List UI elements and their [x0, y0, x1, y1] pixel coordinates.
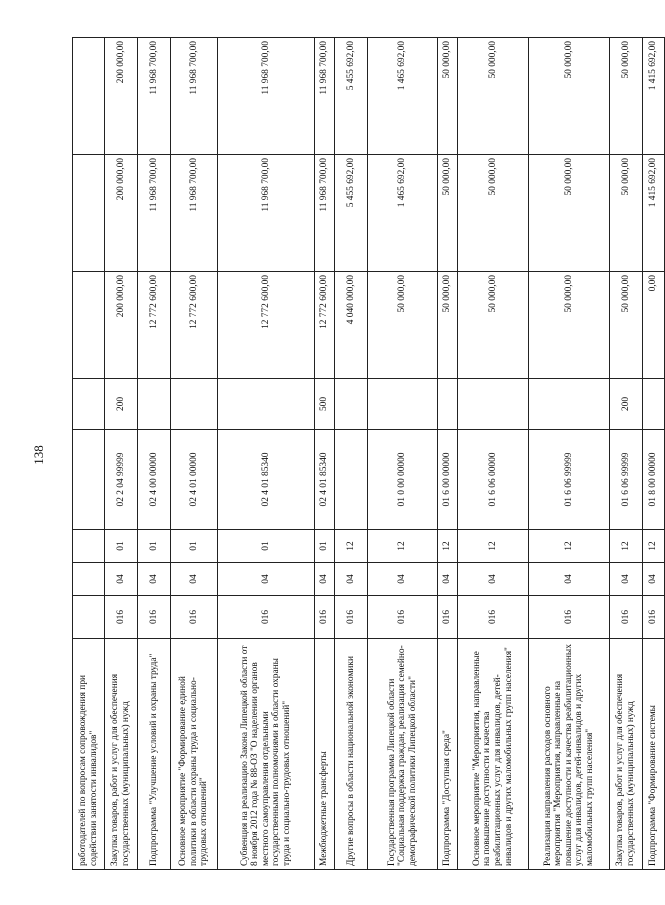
amount-year1-cell: 12 772 600,00 — [138, 272, 171, 379]
ministry-code-cell: 016 — [171, 596, 218, 639]
amount-year2-cell: 11 968 700,00 — [315, 155, 335, 272]
amount-year1-cell: 50 000,00 — [368, 272, 438, 379]
row-name-cell: Государственная программа Липецкой области "Социальная поддержка граждан, реализация семейно-демографической политики Липецкой области" — [368, 639, 438, 870]
amount-year2-cell: 200 000,00 — [105, 155, 138, 272]
ministry-code-cell: 016 — [218, 596, 315, 639]
amount-year1-cell: 50 000,00 — [529, 272, 610, 379]
target-article-cell: 01 0 00 00000 — [368, 430, 438, 530]
target-article-cell: 01 6 06 00000 — [458, 430, 529, 530]
amount-year2-cell: 50 000,00 — [610, 155, 643, 272]
ministry-code-cell: 016 — [438, 596, 458, 639]
ministry-code-cell: 016 — [315, 596, 335, 639]
amount-year1-cell: 12 772 600,00 — [315, 272, 335, 379]
target-article-cell: 01 6 06 99999 — [529, 430, 610, 530]
amount-year3-cell: 50 000,00 — [458, 38, 529, 155]
section-code-cell: 04 — [218, 563, 315, 596]
amount-year1-cell: 200 000,00 — [105, 272, 138, 379]
subsection-code-cell: 12 — [529, 530, 610, 563]
subsection-code-cell: 12 — [458, 530, 529, 563]
expense-type-cell — [458, 379, 529, 430]
amount-year2-cell: 1 415 692,00 — [643, 155, 665, 272]
table-row — [643, 38, 665, 870]
amount-year1-cell: 4 040 000,00 — [335, 272, 368, 379]
section-code-cell: 04 — [105, 563, 138, 596]
row-name-cell: работодателей по вопросам сопровождения при содействии занятости инвалидов" — [73, 639, 105, 870]
expense-type-cell — [171, 379, 218, 430]
ministry-code-cell: 016 — [458, 596, 529, 639]
section-code-cell: 04 — [458, 563, 529, 596]
amount-year3-cell: 11 968 700,00 — [315, 38, 335, 155]
amount-year2-cell: 5 455 692,00 — [335, 155, 368, 272]
target-article-cell: 01 6 06 99999 — [610, 430, 643, 530]
section-code-cell: 04 — [335, 563, 368, 596]
page-number: 138 — [31, 445, 46, 465]
ministry-code-cell: 016 — [643, 596, 665, 639]
table-row — [138, 38, 171, 870]
row-name-cell: Закупка товаров, работ и услуг для обеспечения государственных (муниципальных) нужд — [610, 639, 643, 870]
row-name-cell: Подпрограмма "Доступная среда" — [438, 639, 458, 870]
amount-year2-cell: 50 000,00 — [458, 155, 529, 272]
budget-table — [72, 37, 665, 870]
table-row — [171, 38, 218, 870]
target-article-cell: 02 4 01 85340 — [315, 430, 335, 530]
expense-type-cell: 200 — [610, 379, 643, 430]
amount-year2-cell — [73, 155, 105, 272]
subsection-code-cell: 12 — [335, 530, 368, 563]
section-code-cell — [73, 563, 105, 596]
amount-year3-cell: 5 455 692,00 — [335, 38, 368, 155]
ministry-code-cell: 016 — [105, 596, 138, 639]
table-row — [335, 38, 368, 870]
table-row — [458, 38, 529, 870]
table-body — [73, 38, 665, 870]
expense-type-cell — [218, 379, 315, 430]
amount-year3-cell: 11 968 700,00 — [138, 38, 171, 155]
table-row — [438, 38, 458, 870]
amount-year2-cell: 1 465 692,00 — [368, 155, 438, 272]
table-row — [610, 38, 643, 870]
subsection-code-cell: 12 — [438, 530, 458, 563]
target-article-cell: 02 4 01 85340 — [218, 430, 315, 530]
amount-year3-cell — [73, 38, 105, 155]
target-article-cell — [335, 430, 368, 530]
amount-year2-cell: 11 968 700,00 — [218, 155, 315, 272]
amount-year1-cell: 12 772 600,00 — [171, 272, 218, 379]
section-code-cell: 04 — [529, 563, 610, 596]
section-code-cell: 04 — [138, 563, 171, 596]
expense-type-cell — [438, 379, 458, 430]
expense-type-cell: 500 — [315, 379, 335, 430]
amount-year3-cell: 50 000,00 — [438, 38, 458, 155]
section-code-cell: 04 — [438, 563, 458, 596]
ministry-code-cell: 016 — [529, 596, 610, 639]
amount-year3-cell: 50 000,00 — [529, 38, 610, 155]
amount-year1-cell: 50 000,00 — [458, 272, 529, 379]
amount-year3-cell: 1 415 692,00 — [643, 38, 665, 155]
subsection-code-cell: 01 — [218, 530, 315, 563]
section-code-cell: 04 — [368, 563, 438, 596]
expense-type-cell — [138, 379, 171, 430]
amount-year3-cell: 11 968 700,00 — [171, 38, 218, 155]
amount-year3-cell: 50 000,00 — [610, 38, 643, 155]
row-name-cell: Реализация направления расходов основного мероприятия "Мероприятия, направленные на повышение доступности и качества реабилитационных услуг для инвалидов, детей-инвалидов и других маломобильных групп населения" — [529, 639, 610, 870]
ministry-code-cell: 016 — [138, 596, 171, 639]
row-name-cell: Другие вопросы в области национальной экономики — [335, 639, 368, 870]
subsection-code-cell: 12 — [610, 530, 643, 563]
table-row — [73, 38, 105, 870]
ministry-code-cell — [73, 596, 105, 639]
subsection-code-cell: 01 — [105, 530, 138, 563]
target-article-cell: 01 6 00 00000 — [438, 430, 458, 530]
expense-type-cell — [368, 379, 438, 430]
expense-type-cell — [643, 379, 665, 430]
target-article-cell: 02 4 00 00000 — [138, 430, 171, 530]
amount-year1-cell: 12 772 600,00 — [218, 272, 315, 379]
amount-year1-cell: 50 000,00 — [438, 272, 458, 379]
ministry-code-cell: 016 — [335, 596, 368, 639]
ministry-code-cell: 016 — [610, 596, 643, 639]
amount-year3-cell: 1 465 692,00 — [368, 38, 438, 155]
subsection-code-cell: 12 — [643, 530, 665, 563]
expense-type-cell — [73, 379, 105, 430]
row-name-cell: Субвенция на реализацию Закона Липецкой области от 8 ноября 2012 года № 88-ОЗ "О наделении органов местного самоуправления отдельными государственными полномочиями в области охраны труда и социально-трудовых отношений" — [218, 639, 315, 870]
table-row — [315, 38, 335, 870]
table-row — [105, 38, 138, 870]
row-name-cell: Основное мероприятие "Мероприятия, направленные на повышение доступности и качества реабилитационных услуг для инвалидов, детей-инвалидов и других маломобильных групп населения" — [458, 639, 529, 870]
amount-year2-cell: 50 000,00 — [438, 155, 458, 272]
target-article-cell — [73, 430, 105, 530]
row-name-cell: Межбюджетные трансферты — [315, 639, 335, 870]
table-row — [218, 38, 315, 870]
section-code-cell: 04 — [315, 563, 335, 596]
amount-year1-cell — [73, 272, 105, 379]
target-article-cell: 01 8 00 00000 — [643, 430, 665, 530]
table-row — [529, 38, 610, 870]
row-name-cell: Подпрограмма "Улучшение условий и охраны труда" — [138, 639, 171, 870]
expense-type-cell — [335, 379, 368, 430]
amount-year1-cell: 50 000,00 — [610, 272, 643, 379]
section-code-cell: 04 — [610, 563, 643, 596]
subsection-code-cell: 12 — [368, 530, 438, 563]
amount-year1-cell: 0,00 — [643, 272, 665, 379]
expense-type-cell — [529, 379, 610, 430]
section-code-cell: 04 — [643, 563, 665, 596]
subsection-code-cell — [73, 530, 105, 563]
target-article-cell: 02 2 04 99999 — [105, 430, 138, 530]
row-name-cell: Подпрограмма "Формирование системы — [643, 639, 665, 870]
subsection-code-cell: 01 — [138, 530, 171, 563]
amount-year2-cell: 11 968 700,00 — [138, 155, 171, 272]
table-row — [368, 38, 438, 870]
row-name-cell: Закупка товаров, работ и услуг для обеспечения государственных (муниципальных) нужд — [105, 639, 138, 870]
amount-year3-cell: 11 968 700,00 — [218, 38, 315, 155]
subsection-code-cell: 01 — [315, 530, 335, 563]
target-article-cell: 02 4 01 00000 — [171, 430, 218, 530]
row-name-cell: Основное мероприятие "Формирование единой политики в области охраны труда и социально-трудовых отношений" — [171, 639, 218, 870]
section-code-cell: 04 — [171, 563, 218, 596]
amount-year3-cell: 200 000,00 — [105, 38, 138, 155]
ministry-code-cell: 016 — [368, 596, 438, 639]
rotated-table-wrapper — [72, 38, 659, 870]
subsection-code-cell: 01 — [171, 530, 218, 563]
amount-year2-cell: 50 000,00 — [529, 155, 610, 272]
expense-type-cell: 200 — [105, 379, 138, 430]
amount-year2-cell: 11 968 700,00 — [171, 155, 218, 272]
